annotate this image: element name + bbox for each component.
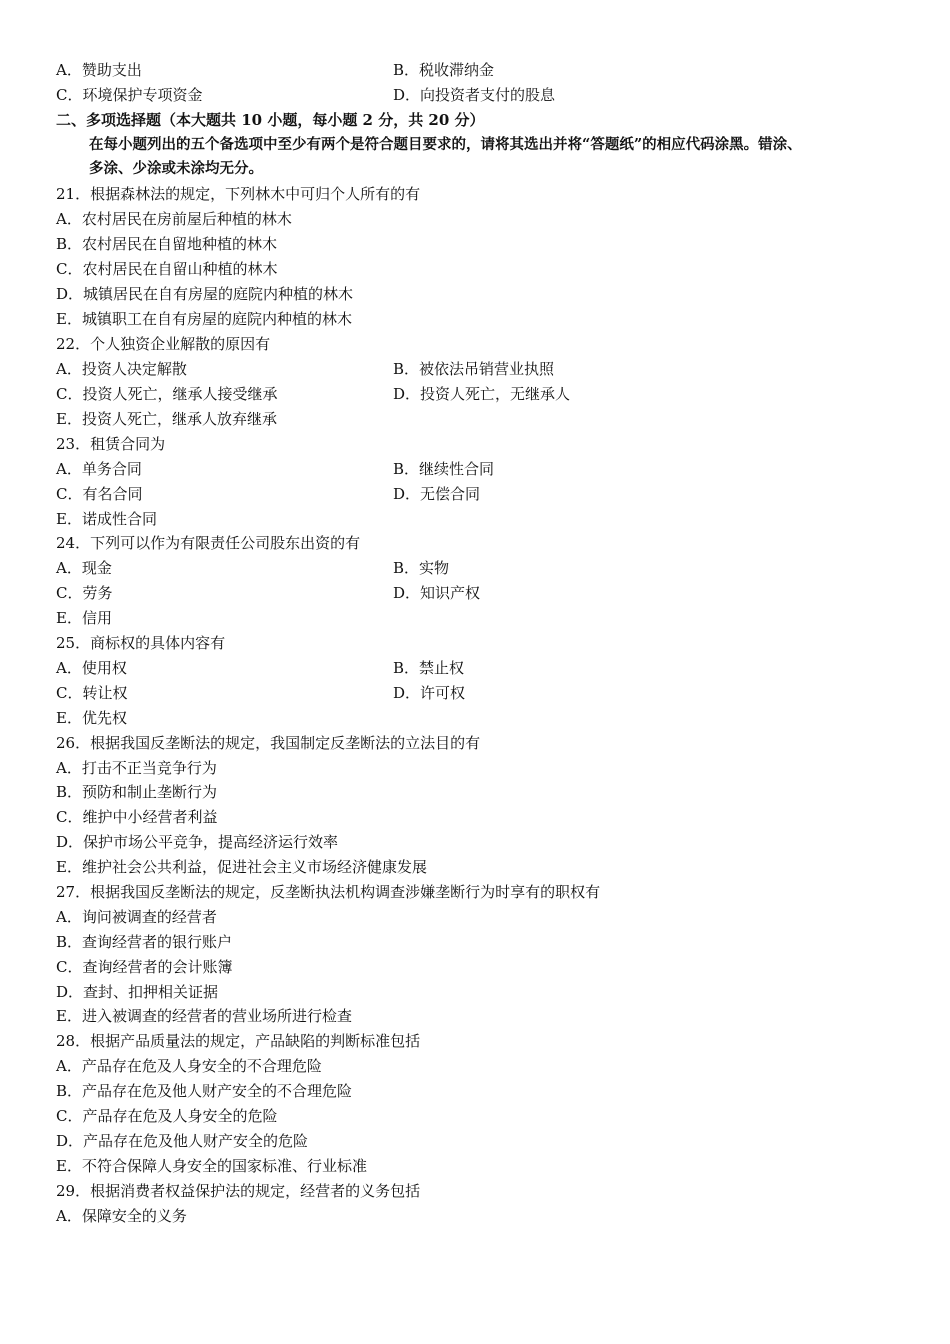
option-c: C．查询经营者的会计账簿 (56, 958, 233, 976)
option-d: D．无偿合同 (393, 485, 481, 503)
question-stem: 29．根据消费者权益保护法的规定，经营者的义务包括 (56, 1182, 421, 1200)
option-d: D．保护市场公平竞争，提高经济运行效率 (56, 833, 339, 851)
option-e: E．不符合保障人身安全的国家标准、行业标准 (56, 1157, 367, 1175)
option-d: D．许可权 (393, 684, 466, 702)
option-e: E．进入被调查的经营者的营业场所进行检查 (56, 1007, 352, 1025)
option-b: B．继续性合同 (393, 460, 495, 478)
option-e: E．维护社会公共利益，促进社会主义市场经济健康发展 (56, 858, 427, 876)
question-stem: 23．租赁合同为 (56, 435, 166, 453)
question-stem: 21．根据森林法的规定，下列林木中可归个人所有的有 (56, 185, 421, 203)
option-d: D．向投资者支付的股息 (393, 86, 556, 104)
option-b: B．产品存在危及他人财产安全的不合理危险 (56, 1082, 353, 1100)
option-a: A．赞助支出 (56, 61, 142, 79)
option-a: A．询问被调查的经营者 (56, 908, 217, 926)
option-b: B．农村居民在自留地种植的林木 (56, 235, 278, 253)
section-instruction-cont: 多涂、少涂或未涂均无分。 (89, 160, 263, 177)
option-a: A．农村居民在房前屋后种植的林木 (56, 210, 292, 228)
question-stem: 22．个人独资企业解散的原因有 (56, 335, 271, 353)
option-c: C．产品存在危及人身安全的危险 (56, 1107, 278, 1125)
option-b: B．预防和制止垄断行为 (56, 783, 218, 801)
option-d: D．城镇居民在自有房屋的庭院内种植的林木 (56, 285, 354, 303)
question-stem: 26．根据我国反垄断法的规定，我国制定反垄断法的立法目的有 (56, 734, 481, 752)
question-stem: 28．根据产品质量法的规定，产品缺陷的判断标准包括 (56, 1032, 421, 1050)
question-stem: 27．根据我国反垄断法的规定，反垄断执法机构调查涉嫌垄断行为时享有的职权有 (56, 883, 601, 901)
option-b: B．查询经营者的银行账户 (56, 933, 233, 951)
option-b: B．税收滞纳金 (393, 61, 495, 79)
option-a: A．打击不正当竞争行为 (56, 759, 217, 777)
option-c: C．投资人死亡，继承人接受继承 (56, 385, 278, 403)
option-a: A．使用权 (56, 659, 127, 677)
question-stem: 25．商标权的具体内容有 (56, 634, 226, 652)
option-c: C．有名合同 (56, 485, 143, 503)
option-c: C．劳务 (56, 584, 113, 602)
option-c: C．维护中小经营者利益 (56, 808, 218, 826)
option-e: E．投资人死亡，继承人放弃继承 (56, 410, 277, 428)
option-e: E．城镇职工在自有房屋的庭院内种植的林木 (56, 310, 352, 328)
option-e: E．优先权 (56, 709, 127, 727)
option-d: D．产品存在危及他人财产安全的危险 (56, 1132, 309, 1150)
option-a: A．投资人决定解散 (56, 360, 187, 378)
option-e: E．诺成性合同 (56, 510, 157, 528)
option-d: D．查封、扣押相关证据 (56, 983, 219, 1001)
option-c: C．环境保护专项资金 (56, 86, 203, 104)
option-c: C．农村居民在自留山种植的林木 (56, 260, 278, 278)
section-heading: 二、多项选择题（本大题共 10 小题，每小题 2 分，共 20 分） (56, 111, 485, 129)
option-d: D．投资人死亡，无继承人 (393, 385, 571, 403)
option-e: E．信用 (56, 609, 112, 627)
option-a: A．保障安全的义务 (56, 1207, 187, 1225)
option-b: B．被依法吊销营业执照 (393, 360, 555, 378)
option-d: D．知识产权 (393, 584, 481, 602)
question-stem: 24．下列可以作为有限责任公司股东出资的有 (56, 534, 361, 552)
option-b: B．禁止权 (393, 659, 465, 677)
option-a: A．现金 (56, 559, 112, 577)
option-c: C．转让权 (56, 684, 128, 702)
option-a: A．单务合同 (56, 460, 142, 478)
section-instruction: 在每小题列出的五个备选项中至少有两个是符合题目要求的，请将其选出并将“答题纸”的相应代码涂黑。错涂、 (89, 136, 802, 153)
option-b: B．实物 (393, 559, 450, 577)
option-a: A．产品存在危及人身安全的不合理危险 (56, 1057, 322, 1075)
